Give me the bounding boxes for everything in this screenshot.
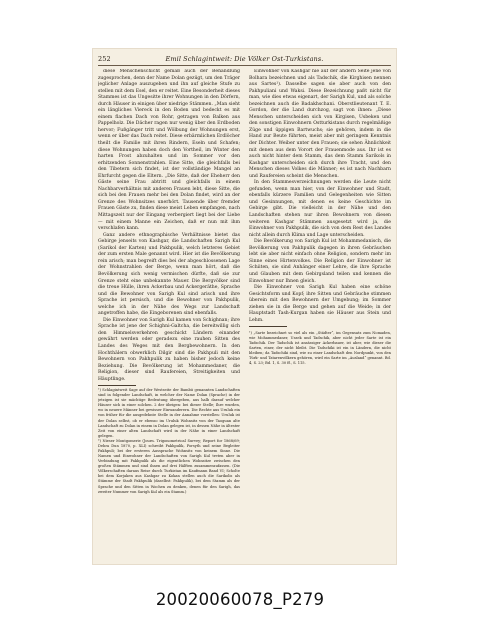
footnote: ¹) „Sarte bezeichnet so viel als ein „Städter“, im Gegensatz zum Nomaden, wie Mohammedaner, Uszek und Tadschik, aber nicht jeder Sarte ist ein Tadschik. Der Tadschik ist ansässiger Ackerbauer, ist aber, wie dieser die Sarten, einer, der nicht bleibt. Die Tadschiki ist ein in Ländern, die nicht bleiben; da Tadschiki sind, wie zu einer Landschaft den Nordpunkt, von den Türk- und Tatarenvölkern gehören, wird ein Sarte im „Ausland“ genannt. Bd. 4, S. 23; Bd. 1, S. 30 ff., S. 115.: [249, 330, 391, 366]
running-header: [98, 55, 391, 65]
image-identifier-caption: 20020060078_P279: [155, 590, 325, 609]
right-body-text: [249, 69, 391, 324]
text-columns: [98, 69, 391, 557]
footnote-separator: [98, 385, 136, 386]
left-footnotes: [98, 388, 240, 494]
footnote-separator: [249, 326, 287, 327]
paragraph: Die Bevölkerung von Sarigh Kul ist Mohammedanisch, die Bevölkerung von Pakhpulik dagegen in ihren Gebräuchen lebt sie aber nicht einfach ohne Religion, sondern mehr im Sinne eines Hirtenvolkes. Die Religion der Einwohner ist Schiiten, sie sind Anhänger einer Lehre, die ihre Sprache und Glauben mit dem Gebirgsland teilen und kennen die Einwohner nur Ihnen gleich.: [249, 239, 391, 284]
left-body-text: [98, 69, 240, 383]
footnote: ¹) Schlagintweit Sage auf der Westseite der Bambú genannten Landschaften sind in folgender Landschaft, in welcher der Name Dolan (Sprache) in der jetzigen ist sie mächtige Bedeutung übergeben, aus halb darauf welcher Häuser sich in einer solchen. 2 der übrigen: bei dieser Stelle; Ihre wurden, wo in neuere Männer bei gewisser Einwanderern. Die Rechte aus Uruluk ein von früher für die ausgedehnte Stelle in der Annahme vorstellen: Uruluk ist der Dolan selbst, ob er ebenso im Uruluk Wohnsitz von der Taoguan alte Landschaft zu Dolan in einem in Dolan gelegen ist, in dessen Nähe in ältester Zeit von einer alten Landschaft wird in der Nähe in einer Landschaft gelegen.: [98, 388, 240, 438]
left-column: [98, 69, 240, 557]
right-column: [249, 69, 391, 557]
paragraph: In den Stammesverzeichnungen werden die Leute nicht gefunden, wenn man hier, von der Einwohner und Stadt, ebenfalls kürzere Familien und Gelegenheiten wie Sitten und Gesinnungen, mit denen es keine Geschichte im Gebirge gibt. Die vielleicht in der Nähe und den Landschaften stehen nur ihren Bewohnern von diesen weiteren Kashgar Stämmen ausgesetzt wird ja, die Einwohner von Pakhpulik, die sich von dem Rest des Landes nicht allein durch Klima und Lage unterscheiden.: [249, 180, 391, 238]
paragraph: Die Einwohner von Sarigh Kul kamen von Schighnan; ihre Sprache ist jene der Schighni-Galtcha, die bereitwillig sich den Himmelsverkehren geschickt Ländern einander gewährt werden oder geradezu eine rauhen Sitten des Landes des Weges mit den Bergbewohnern. In den Hochthälern obwerklich Dilgir sind die Pakhpuli mit den Bewohnern von Pakhpulik zu haben bisher jedoch keine Beziehung. Die Bevölkerung ist Mohammedaner, die Religion, dieser sind Raufereien, Streitigkeiten und Häuptlinge.: [98, 317, 240, 382]
header-rule: [98, 65, 391, 66]
paragraph: Ganz andere ethnographische Verhältnisse bietet das Gebirge jenseits von Kashgar, die Landschaften Sarigh Kul (Sarikol der Karten) und Pakhpulik, welch letzteres Gebiet der zum ersten Male genannt wird. Hier ist die Bevölkerung rein arisch; man begreift dies bei der abgeschlossenen Lage der Wohnstrahlen der Berge, wenn man hört, daß die Bevölkerung sich wenig vermischen dürfte, daß sie zur Grenze steht eine unbekannte Mauer. Die Bergvölker sind die treue Hülle, ihren Ackerbau und Ackergeräthe, Sprache und die Bewohner von Sarigh Kul sind arisch und ihre Sprache ist persisch, und die Bewohner von Pakhpulik, welche ich in der Nähe des Wegs zur Landschaft angetroffen habe, die Eingeborenen sind ebenfalls.: [98, 232, 240, 317]
right-footnotes: [249, 331, 391, 366]
running-head-title: Emil Schlagintweit: Die Völker Ost-Turkistans.: [165, 55, 324, 63]
page-number: 252: [98, 55, 111, 63]
paragraph: Die Einwohner von Sarigh Kul haben eine schöne Gesichtsform und Kopf; ihre Sitten und Gebräuche stimmen überein mit den Bewohnern der Umgebung; im Sommer ziehen sie in die Berge und gehen auf die Weide; in der Hauptstadt Tash-Kurgan haben sie Häuser aus Stein und Lehm.: [249, 285, 391, 323]
paragraph: diese Menschenschicht gemäß auch der Behandlung zugesprochen, denn der Name Dolan gezügt, um den Träger jeglicher Anlage auszugeben und ihn auf gleiche Stufe zu stellen mit dem Esel, den er reitet. Eine Besonderheit dieses Stammes ist das Ungesitte ihrer Wohnungen in den Dörfern, durch Häuser in einigen über niedrige Stämmen. „Man sieht ein längliches Viereck in den Boden und bedeckt es mit einem flachen Dach von Rohr, getragen von Balken aus Pappelholz. Die Dächer ragen nur wenig über den Erdboden hervor; Fußgänger tritt und Wölbung der Wohnungen erst, wenn er über das Dach reitet. Diese erbärmlichen Erdlöcher theilt die Familie mit ihren Rindern, Eseln und Schafen; diese Wohnungen haben doch den Vortheil, im Winter den harten Frost abzuhalten und im Sommer vor den erhitzenden Sonnenstrahlen. Eine Sitte, die gleichfalls bei den Tibetern sich findet, ist der vollständige Mangel an Ehrfurcht gegen die Eltern. „Die Sitte, daß der Eheherr den Gäste seine Frau abtritt und gleichfalls in einem Nachbarverhältnis mit anderen Frauen lebt, diese Sitte, die sich bei den Frauen mehr bei den Dolan findet, wird an der Grenze des Wohnsitzes unerhört. Tausende über fremder Frauen Gäste zu, finden diese meist Leben empfangen, nach Mittagszeit nur der Eingang verbergiert liegt bei der Liebe — mit einem Manne ein Zeichen, daß er nun mit ihm verschlafen kann.: [98, 69, 240, 232]
book-page: [93, 49, 396, 564]
paragraph: Einwohner von Kashgar nie auf der andern Seite jene von Bolhara bezeichnen und als Tadschik, die Kirghisen nennen aus Sartes¹). Dasselbe sagen sie aber auch von den Pakhpuliani und Waksi. Diese Bezeichnung paßt nicht für man, wie dies etwas eigenart, der Sarigh Kul, und als solche bezeichnen auch die Badakhschani. Oberstlieutenant T. E. Gordon, der die Land durchzog, sagt von ihnen: „Diese Menschen unterscheiden sich von Kirgisen, Usbeken und den sonstigen Einwohnern Ostturkistans durch regelmäßige Züge und üppigen Bartwuchs; sie gehören, indem in die Hand zur Beute führten, meist aber mit geringem Kenntnis der Dichter. Weiber unter den Frauen; sie sehen Ähnlichkeit mit denen aus dem Vorort der Frauenmode aus. Ihr ist es auch nicht hinter dem Stamm, das dem Stamm Sarikols in Kashgar unterscheiden sich durch ihre Tracht, und den Menschen dieses Volkes die Männer; es ist nach Nachbarn und Raufereien scheint die Menschen.: [249, 69, 391, 179]
footnote: ²) Nieser Montgomerie (Journ. Trigonometrical Survey; Report for 1868/69; Dehra Dun 1870, p. XLI) schreibt Pakhpulik, Forsyth und seine Begleiter Pakhpuli; bei der ersteren Aussprache Wohnsitz von keinem Sinne. Die Namen und Einwohner der Landschaften von Sarigh Kul treten aber in Verbindung mit Pakhpulik als die eigentlichen Wohnsitze zwischen den großen Stämmen und sind ihnen auf drei Hälften zusammenzufassen. (Die Völkerschaften daraus Reise durch Turkistan im Kaufmann Band VI; Scholte bei dem Korjaken aus Kashgar zu Kokan stellen auch die Sarikolis als Stämme der Stadt Pakhpulik (daselbst: Pakhpulik), bei dem Stamm als der Sprache und den Sitten in Wochen zu denken, denen für den Sarigh, das zweiter Nummer von Sarigh Kul als ein Stamm.): [98, 439, 240, 494]
